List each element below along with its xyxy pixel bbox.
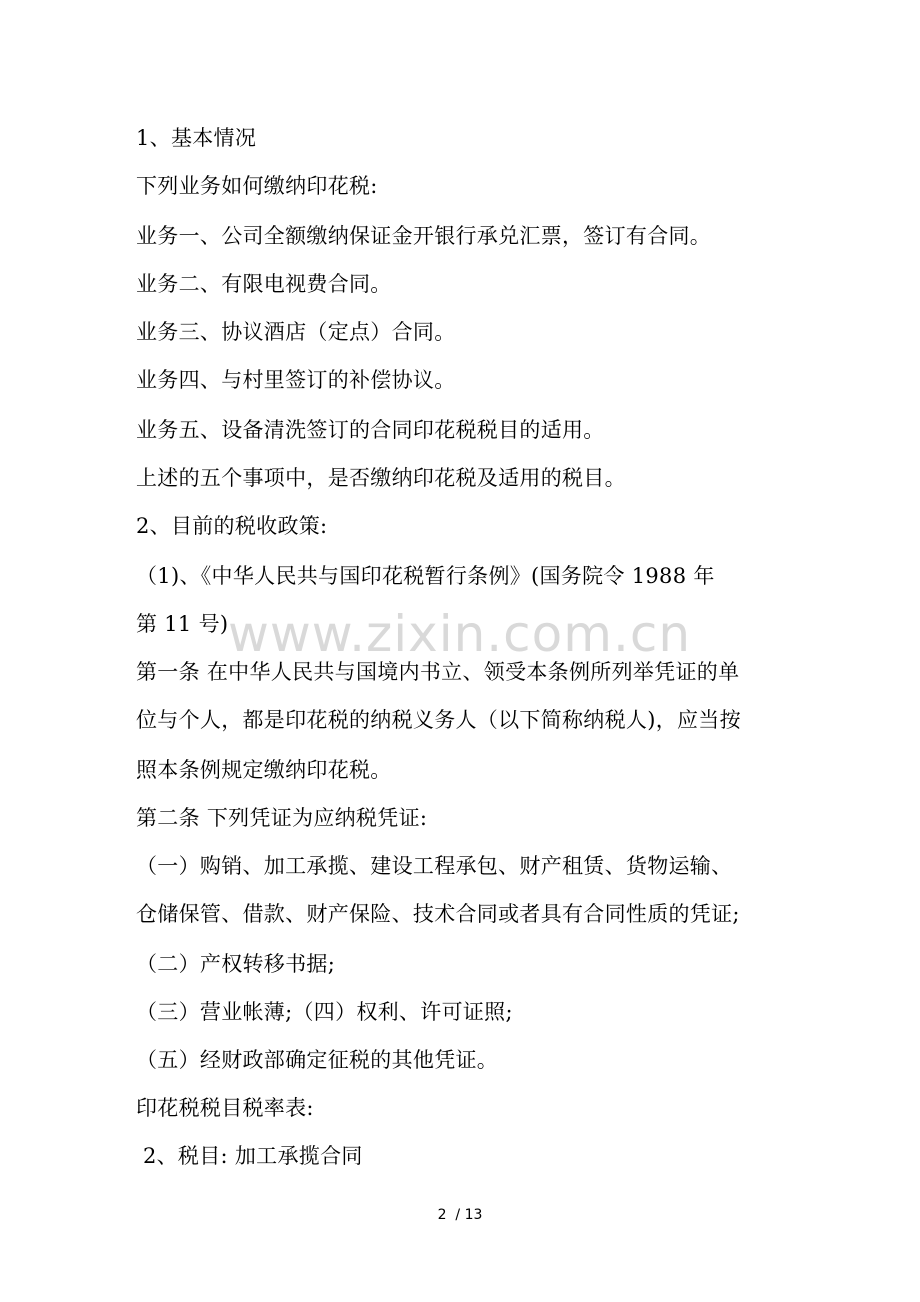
article-2-item: （三）营业帐薄;（四）权利、许可证照; [136, 1000, 513, 1024]
business-item-4: 业务四、与村里签订的补偿协议。 [136, 368, 456, 392]
regulation-citation: （1)、《中华人民共与国印花税暂行条例》(国务院令 1988 年 [136, 564, 715, 588]
tax-rate-table-heading: 印花税税目税率表: [136, 1096, 314, 1120]
business-item-2: 业务二、有限电视费合同。 [136, 272, 392, 296]
article-2-item: 仓储保管、借款、财产保险、技术合同或者具有合同性质的凭证; [136, 902, 740, 926]
section-heading-tax-policy: 2、目前的税收政策: [136, 514, 328, 538]
article-1-line: 第一条 在中华人民共与国境内书立、领受本条例所列举凭证的单 [136, 660, 740, 684]
regulation-citation-continued: 第 11 号) [136, 612, 229, 636]
section-heading-basic-situation: 1、基本情况 [136, 126, 257, 150]
tax-item-line: 2、税目: 加工承揽合同 [136, 1144, 363, 1168]
business-item-3: 业务三、协议酒店（定点）合同。 [136, 320, 456, 344]
business-item-1: 业务一、公司全额缴纳保证金开银行承兑汇票，签订有合同。 [136, 224, 712, 248]
article-2-item: （一）购销、加工承揽、建设工程承包、财产租赁、货物运输、 [136, 854, 733, 878]
paragraph-line: 上述的五个事项中，是否缴纳印花税及适用的税目。 [136, 466, 626, 490]
business-item-5: 业务五、设备清洗签订的合同印花税税目的适用。 [136, 418, 605, 442]
paragraph-line: 下列业务如何缴纳印花税: [136, 174, 378, 198]
page-number: 2 / 13 [437, 1207, 483, 1223]
article-1-line: 位与个人，都是印花税的纳税义务人（以下简称纳税人)，应当按 [136, 708, 741, 732]
article-2-heading: 第二条 下列凭证为应纳税凭证: [136, 806, 428, 830]
article-2-item: （五）经财政部确定征税的其他凭证。 [136, 1048, 499, 1072]
watermark-text: www.zixin.com.cn [228, 605, 692, 663]
article-2-item: （二）产权转移书据; [136, 952, 336, 976]
article-1-line: 照本条例规定缴纳印花税。 [136, 758, 392, 782]
